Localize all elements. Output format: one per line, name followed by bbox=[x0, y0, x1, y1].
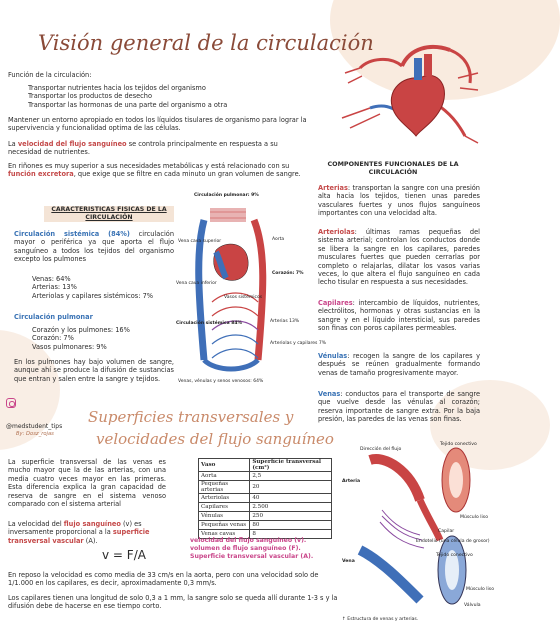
list-item: Arterias: 13% bbox=[32, 283, 77, 292]
circulation-diagram bbox=[176, 190, 326, 390]
diagram-arteriolas: Arteriolas y capilares 7% bbox=[270, 341, 326, 346]
table-cell: 20 bbox=[250, 481, 332, 494]
funcion-heading: Función de la circulación: bbox=[8, 71, 92, 79]
fig-capilar: Capilar bbox=[438, 529, 455, 534]
table-header-row bbox=[199, 459, 332, 472]
table-cell: 2,5 bbox=[250, 472, 332, 481]
legend-v: velocidad del flujo sanguíneo (v). bbox=[190, 537, 307, 544]
list-item: Corazón y los pulmones: 16% bbox=[32, 326, 130, 334]
paragraph-capilares: Los capilares tienen una longitud de solo 0,3 a 1 mm, la sangre solo se queda allí durante 1-3 s y la difusión debe de hacerse en ese tiempo corto. bbox=[8, 594, 338, 611]
paragraph-pulmones: En los pulmones hay bajo volumen de sangre, aunque ahí se produce la difusión de sustancias que entran y salen entre la sangre y tejidos. bbox=[14, 358, 174, 383]
comp-venas bbox=[318, 390, 480, 424]
highlight-superficie: superficie transversal vascular bbox=[8, 528, 150, 545]
comp-venulas-label: Vénulas bbox=[318, 352, 348, 360]
table-row bbox=[199, 494, 332, 503]
table-cell: 250 bbox=[250, 512, 332, 521]
pulmonar-label: Circulación pulmonar bbox=[14, 313, 93, 321]
legend-f: volumen de flujo sanguíneo (F). bbox=[190, 545, 301, 553]
table-cell: 2.500 bbox=[250, 503, 332, 512]
comp-arteriolas-text: : últimas ramas pequeñas del sistema arterial; controlan los conductos donde se libera la sangre en los capilares, paredes musculares fuertes que pueden cerrarlas por completo o relajarlas, dilatar los vasos varias veces, lo que altera el flujo sanguíneo en cada lecho tisular en respuesta a sus necesidades. bbox=[318, 228, 480, 287]
text-span: La bbox=[8, 140, 18, 148]
text-span: En riñones es muy superior a sus necesidades metabólicas y está relacionado con su bbox=[8, 162, 290, 170]
table-header: Vaso bbox=[199, 459, 250, 472]
highlight-flujo: flujo sanguíneo bbox=[63, 520, 121, 528]
diagram-vasos: Vasos sistémicos bbox=[224, 295, 263, 300]
text-span: La velocidad del bbox=[8, 520, 64, 528]
componentes-heading: COMPONENTES FUNCIONALES DE LA CIRCULACIÓN bbox=[327, 160, 459, 177]
table-row bbox=[199, 472, 332, 481]
comp-capilares bbox=[318, 299, 480, 333]
sistemica-list bbox=[32, 275, 182, 300]
list-item: Vasos pulmonares: 9% bbox=[32, 342, 107, 351]
diagram-vena-cava-inf: Vena cava inferior bbox=[176, 281, 217, 286]
table-row bbox=[199, 481, 332, 494]
table-row bbox=[199, 512, 332, 521]
diagram-vena-cava-sup: Vena cava superior bbox=[178, 239, 222, 244]
highlight-velocidad: velocidad del flujo sanguíneo bbox=[17, 140, 127, 148]
fig-tejido1: Tejido conectivo bbox=[440, 442, 477, 447]
sistemica-block bbox=[14, 230, 174, 264]
table-cell: Venas cavas bbox=[199, 530, 250, 539]
formula: v = F/A bbox=[102, 548, 146, 562]
table-cell: Capilares bbox=[199, 503, 250, 512]
fig-arteria: Arteria bbox=[342, 479, 361, 484]
list-item: Transportar las hormonas de una parte del organismo a otra bbox=[28, 100, 228, 109]
fig-musculo2: Músculo liso bbox=[466, 587, 495, 592]
table-cell: Vénulas bbox=[199, 512, 250, 521]
comp-capilares-text: : intercambio de líquidos, nutrientes, electrólitos, hormonas y otras sustancias en la sangre y en el líquido intersticial, sus paredes son finas con poros capilares permeables. bbox=[318, 299, 480, 333]
superficie-table bbox=[198, 458, 332, 539]
diagram-aorta: Aorta bbox=[272, 237, 285, 242]
text-span: (A). bbox=[83, 536, 98, 545]
table-row bbox=[199, 503, 332, 512]
diagram-venas-bottom: Venas, vénulas y senos venosos: 64% bbox=[178, 379, 264, 384]
table-header: Superficie transversal (cm²) bbox=[250, 459, 332, 472]
paragraph-inversa bbox=[8, 520, 168, 545]
fig-caption: ↑ Estructura de venas y arterias. bbox=[342, 617, 419, 622]
superficies-title-2: velocidades del flujo sanguíneo bbox=[96, 430, 334, 448]
caract-heading: CARACTERISTICAS FISICAS DE LA CIRCULACIÓN bbox=[44, 206, 174, 222]
list-item: Arteriolas y capilares sistémicos: 7% bbox=[32, 291, 154, 300]
sistemica-label: Circulación sistémica (84%) bbox=[14, 230, 130, 238]
table-cell: 40 bbox=[250, 494, 332, 503]
paragraph-mantener: Mantener un entorno apropiado en todos los líquidos tisulares de organismo para lograr la supervivencia y funcionalidad optima de las células. bbox=[8, 116, 307, 133]
sistemica-text: circulación mayor o periférica ya que aporta el flujo sanguíneo a todos los tejidos del organismo excepto los pulmones bbox=[14, 230, 174, 264]
fig-musculo1: Músculo liso bbox=[460, 515, 489, 520]
diagram-top-label: Circulación pulmonar: 9% bbox=[194, 193, 259, 198]
vessel-structure-figure bbox=[340, 440, 495, 626]
superficies-title-1: Superficies transversales y bbox=[88, 408, 294, 426]
paragraph-superficie: La superficie transversal de las venas es mucho mayor que la de las arterias, con una media cuatro veces mayor en las primeras. Esta diferencia explica la gran capacidad de reserva de sangre en el sistema venoso comparado con el sistema arterial bbox=[8, 458, 166, 509]
table-cell: Aorta bbox=[199, 472, 250, 481]
fig-vena: Vena bbox=[342, 559, 355, 564]
paragraph-rinones bbox=[8, 162, 308, 179]
comp-arterias-label: Arterias bbox=[318, 184, 348, 192]
table-cell: Pequeñas arterias bbox=[199, 481, 250, 494]
table-cell: Pequeñas venas bbox=[199, 521, 250, 530]
diagram-arterias: Arterias 13% bbox=[270, 319, 300, 324]
paragraph-reposo: En reposo la velocidad es como media de 33 cm/s en la aorta, pero con una velocidad solo de 1/1.000 en los capilares, es decir, aproximadamente 0,3 mm/s. bbox=[8, 571, 319, 588]
heart-illustration bbox=[340, 28, 480, 146]
instagram-icon bbox=[6, 398, 16, 408]
fig-direccion: Dirección del flujo bbox=[360, 447, 402, 452]
comp-venas-text: : conductos para el transporte de sangre que vuelve desde las vénulas al corazón; reserva importante de sangre extra. Por la baja presión, las paredes de las venas son finas. bbox=[318, 390, 480, 424]
comp-arterias bbox=[318, 184, 480, 218]
formula-legend bbox=[190, 537, 340, 562]
comp-arteriolas-label: Arteriolas bbox=[318, 228, 355, 236]
table-cell: 80 bbox=[250, 521, 332, 530]
text-span: (v) es inversamente proporcional a la bbox=[8, 520, 142, 537]
highlight-funcion-excretora: función excretora bbox=[8, 170, 74, 179]
list-item: Transportar los productos de desecho bbox=[28, 92, 153, 101]
page-title: Visión general de la circulación bbox=[38, 31, 374, 55]
comp-arteriolas bbox=[318, 228, 480, 287]
legend-a: Superficie transversal vascular (A). bbox=[190, 553, 314, 561]
diagram-corazon: Corazón: 7% bbox=[272, 271, 304, 276]
table-cell: 8 bbox=[250, 530, 332, 539]
comp-capilares-label: Capilares bbox=[318, 299, 353, 307]
table-row bbox=[199, 521, 332, 530]
fig-endotelio: Endotelio (una célula de grosor) bbox=[416, 539, 490, 544]
diagram-circ-sis: Circulación sistémica 84% bbox=[176, 321, 242, 326]
fig-tejido2: Tejido conectivo bbox=[436, 553, 473, 558]
comp-venas-label: Venas bbox=[318, 390, 341, 398]
comp-venulas-text: : recogen la sangre de los capilares y después se reúnen gradualmente formando venas de tamaño progresivamente mayor. bbox=[318, 352, 480, 377]
funcion-list bbox=[6, 84, 318, 109]
list-item: Venas: 64% bbox=[32, 275, 71, 283]
list-item: Corazón: 7% bbox=[32, 334, 74, 343]
list-item: Transportar nutrientes hacia los tejidos del organismo bbox=[28, 84, 206, 92]
paragraph-velocidad bbox=[8, 140, 308, 157]
pulmonar-list bbox=[32, 326, 182, 351]
social-by: By: Dosz_rojas bbox=[16, 431, 54, 437]
fig-valvula: Válvula bbox=[464, 603, 481, 608]
comp-arterias-text: : transportan la sangre con una presión alta hacia los tejidos, tienen unas paredes vasculares fuertes y unos flujos sanguíneos importantes con una velocidad alta. bbox=[318, 184, 480, 218]
text-span: , que exige que se filtre en cada minuto un gran volumen de sangre. bbox=[73, 170, 301, 179]
comp-venulas bbox=[318, 352, 480, 377]
table-cell: Arteriolas bbox=[199, 494, 250, 503]
social-handle: @medstudent_tips bbox=[6, 423, 63, 430]
text-span: se controla principalmente en respuesta a su necesidad de nutrientes. bbox=[8, 140, 278, 157]
